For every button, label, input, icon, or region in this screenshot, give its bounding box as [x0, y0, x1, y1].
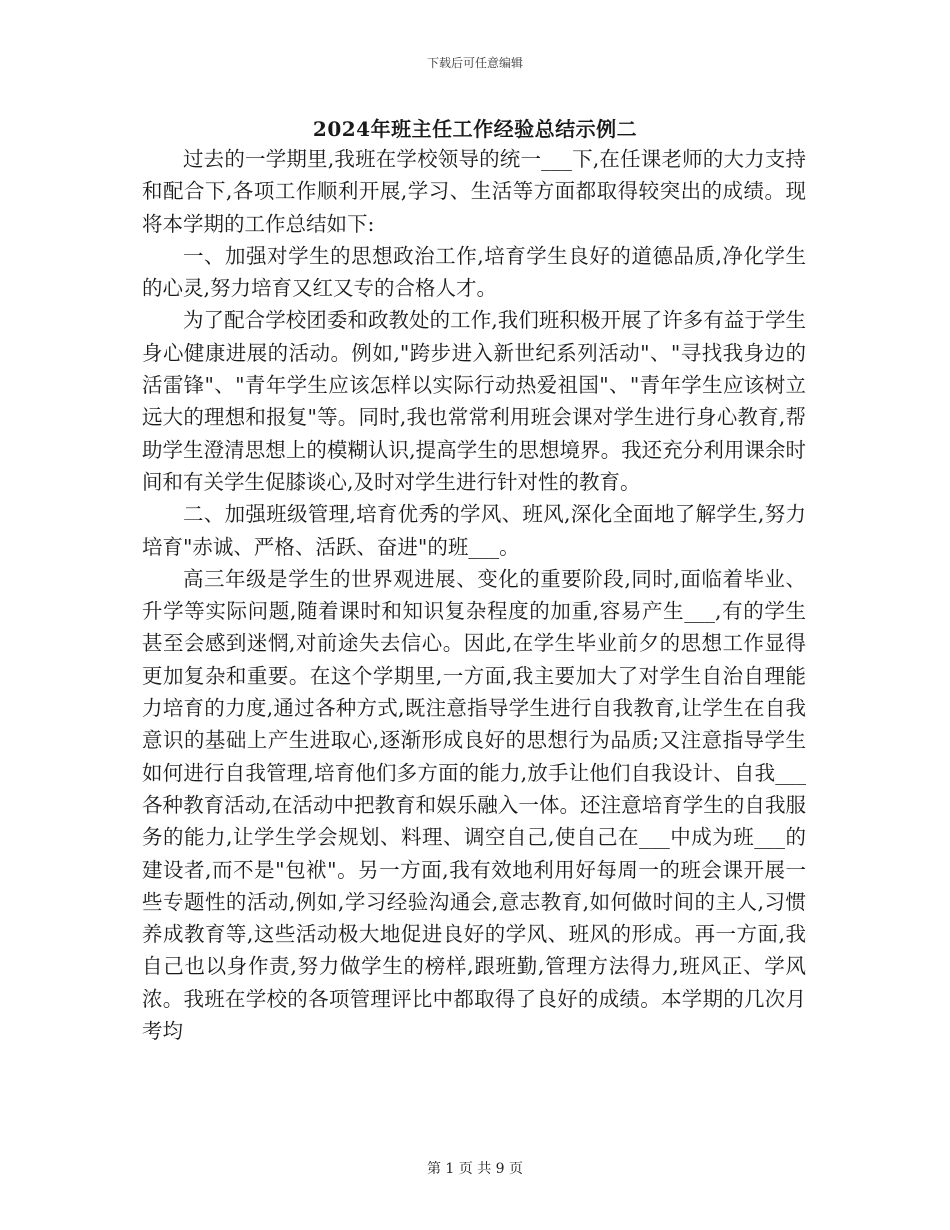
paragraph-section-one-heading: 一、加强对学生的思想政治工作,培育学生良好的道德品质,净化学生的心灵,努力培育又红又专的合格人才。 [142, 243, 806, 301]
header-note: 下载后可任意编辑 [426, 56, 523, 70]
document-body [142, 143, 806, 1047]
paragraph-intro: 过去的一学期里,我班在学校领导的统一___下,在任课老师的大力支持和配合下,各项工作顺利开展,学习、生活等方面都取得较突出的成绩。现将本学期的工作总结如下: [142, 147, 806, 236]
paragraph-section-two-heading: 二、加强班级管理,培育优秀的学风、班风,深化全面地了解学生,努力培育"赤诚、严格、活跃、奋进"的班___。 [142, 502, 806, 559]
page-number: 第 1 页 共 9 页 [426, 1161, 524, 1177]
paragraph-section-two-body: 高三年级是学生的世界观进展、变化的重要阶段,同时,面临着毕业、升学等实际问题,随着课时和知识复杂程度的加重,容易产生___,有的学生甚至会感到迷惘,对前途失去信心。因此,在学生毕业前夕的思想工作显得更加复杂和重要。在这个学期里,一方面,我主要加大了对学生自治自理能力培育的力度,通过各种方式,既注意指导学生进行自我教育,让学生在自我意识的基础上产生进取心,逐渐形成良好的思想行为品质;又注意指导学生如何进行自我管理,培育他们多方面的能力,放手让他们自我设计、自我___各种教育活动,在活动中把教育和娱乐融入一体。还注意培育学生的自我服务的能力,让学生学会规划、料理、调空自己,使自己在___中成为班___的建设者,而不是"包袱"。另一方面,我有效地利用好每周一的班会课开展一些专题性的活动,例如,学习经验沟通会,意志教育,如何做时间的主人,习惯养成教育等,这些活动极大地促进良好的学风、班风的形成。再一方面,我自己也以身作责,努力做学生的榜样,跟班勤,管理方法得力,班风正、学风浓。我班在学校的各项管理评比中都取得了良好的成绩。本学期的几次月考均 [142, 566, 806, 1044]
paragraph-section-one-body: 为了配合学校团委和政教处的工作,我们班积极开展了许多有益于学生身心健康进展的活动。例如,"跨步进入新世纪系列活动"、"寻找我身边的活雷锋"、"青年学生应该怎样以实际行动热爱祖国"、"青年学生应该树立远大的理想和报复"等。同时,我也常常利用班会课对学生进行身心教育,帮助学生澄清思想上的模糊认识,提高学生的思想境界。我还充分利用课余时间和有关学生促膝谈心,及时对学生进行针对性的教育。 [142, 308, 806, 494]
document-title: 2024年班主任工作经验总结示例二 [312, 117, 638, 141]
